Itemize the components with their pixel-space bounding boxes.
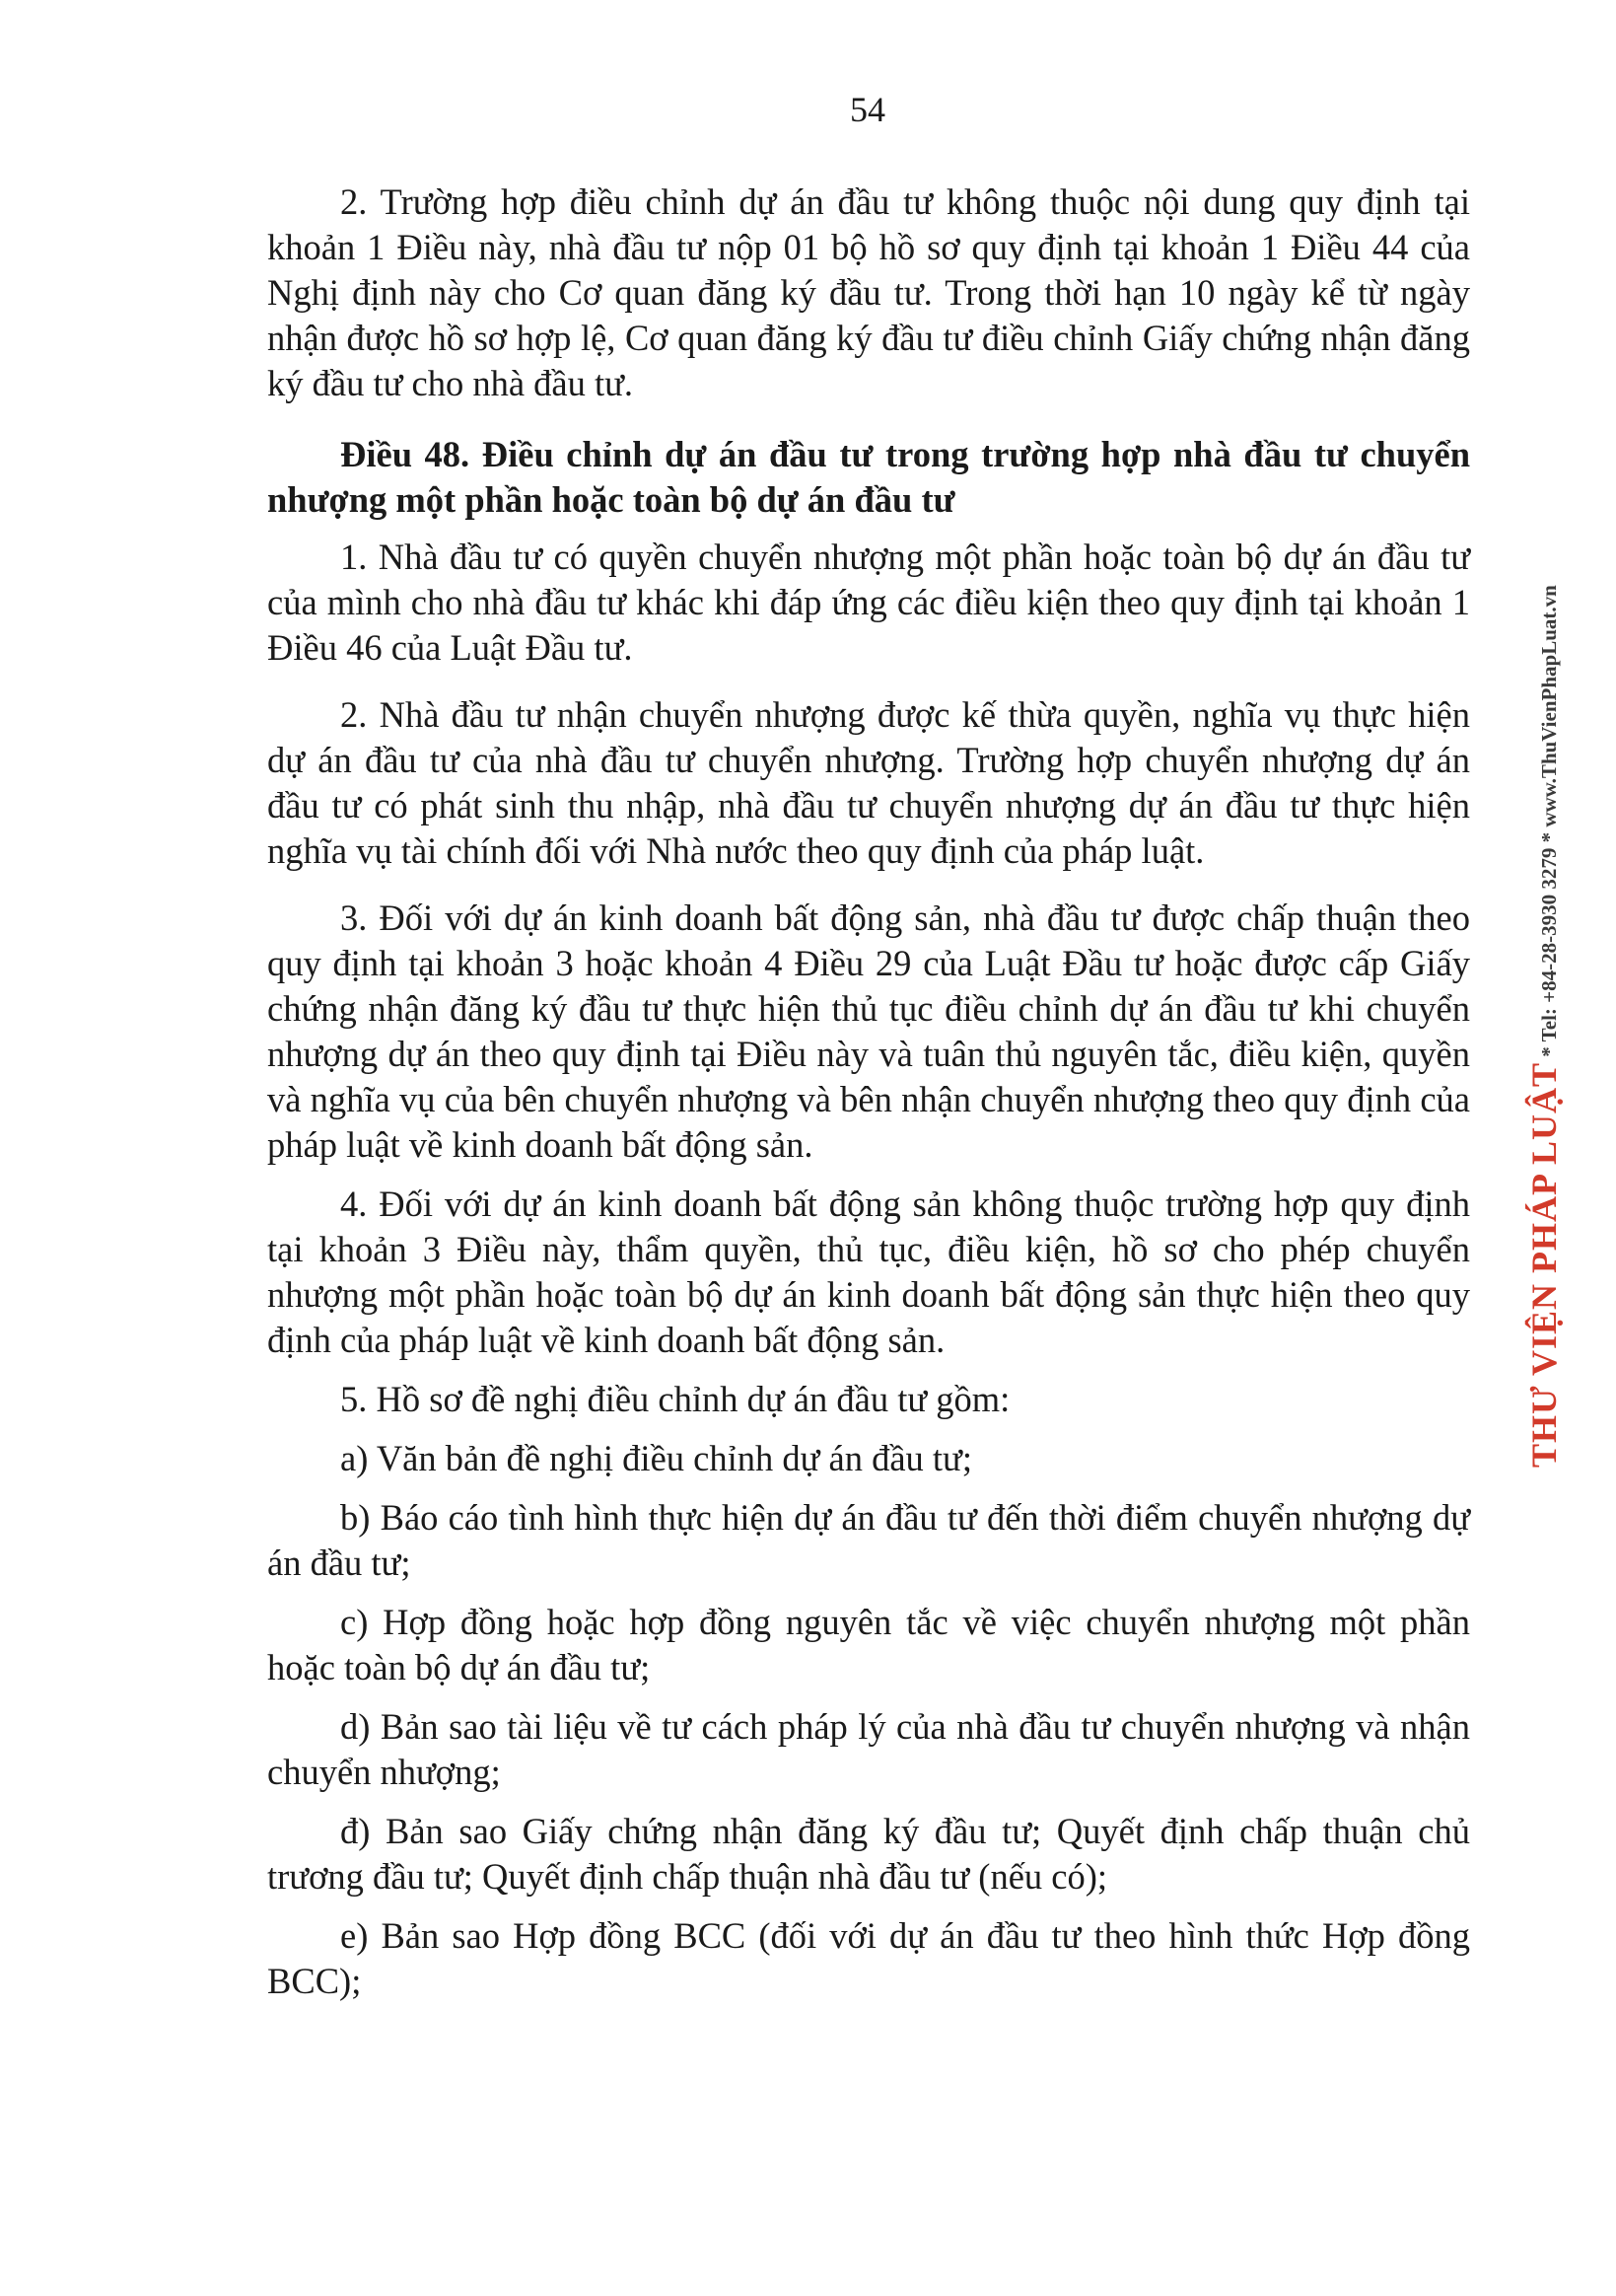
- article-48-heading: Điều 48. Điều chỉnh dự án đầu tư trong trường hợp nhà đầu tư chuyển nhượng một phần hoặc toàn bộ dự án đầu tư: [267, 434, 1470, 520]
- clause-3-real-estate-projects: 3. Đối với dự án kinh doanh bất động sản, nhà đầu tư được chấp thuận theo quy định tại khoản 3 hoặc khoản 4 Điều 29 của Luật Đầu tư hoặc được cấp Giấy chứng nhận đăng ký đầu tư thực hiện thủ tục điều chỉnh dự án đầu tư khi chuyển nhượng dự án theo quy định tại Điều này và tuân thủ nguyên tắc, điều kiện, quyền và nghĩa vụ của bên chuyển nhượng và bên nhận chuyển nhượng theo quy định của pháp luật về kinh doanh bất động sản.: [267, 897, 1470, 1165]
- clause-1-transfer-right: 1. Nhà đầu tư có quyền chuyển nhượng một phần hoặc toàn bộ dự án đầu tư của mình cho nhà đầu tư khác khi đáp ứng các điều kiện theo quy định tại khoản 1 Điều 46 của Luật Đầu tư.: [267, 537, 1470, 668]
- item-c: c) Hợp đồng hoặc hợp đồng nguyên tắc về việc chuyển nhượng một phần hoặc toàn bộ dự án đầu tư;: [267, 1602, 1470, 1687]
- document-body: [267, 179, 1470, 2004]
- watermark-contact: * Tel: +84-28-3930 3279 * www.ThuVienPhapLuat.vn: [1537, 585, 1561, 1062]
- paragraph-2-adjustment-other: 2. Trường hợp điều chỉnh dự án đầu tư không thuộc nội dung quy định tại khoản 1 Điều này, nhà đầu tư nộp 01 bộ hồ sơ quy định tại khoản 1 Điều 44 của Nghị định này cho Cơ quan đăng ký đầu tư. Trong thời hạn 10 ngày kể từ ngày nhận được hồ sơ hợp lệ, Cơ quan đăng ký đầu tư điều chỉnh Giấy chứng nhận đăng ký đầu tư cho nhà đầu tư.: [267, 181, 1470, 403]
- item-dd: đ) Bản sao Giấy chứng nhận đăng ký đầu tư; Quyết định chấp thuận chủ trương đầu tư; Quyết định chấp thuận nhà đầu tư (nếu có);: [267, 1811, 1470, 1897]
- clause-5-dossier-intro: 5. Hồ sơ đề nghị điều chỉnh dự án đầu tư gồm:: [340, 1379, 1011, 1419]
- item-e: e) Bản sao Hợp đồng BCC (đối với dự án đầu tư theo hình thức Hợp đồng BCC);: [267, 1915, 1470, 2001]
- item-a: a) Văn bản đề nghị điều chỉnh dự án đầu tư;: [340, 1438, 972, 1478]
- item-b: b) Báo cáo tình hình thực hiện dự án đầu tư đến thời điểm chuyển nhượng dự án đầu tư;: [267, 1497, 1470, 1583]
- item-d: d) Bản sao tài liệu về tư cách pháp lý của nhà đầu tư chuyển nhượng và nhận chuyển nhượng;: [267, 1706, 1470, 1792]
- watermark: [1526, 585, 1570, 1468]
- clause-4-other-real-estate: 4. Đối với dự án kinh doanh bất động sản không thuộc trường hợp quy định tại khoản 3 Điều này, thẩm quyền, thủ tục, điều kiện, hồ sơ cho phép chuyển nhượng một phần hoặc toàn bộ dự án kinh doanh bất động sản thực hiện theo quy định của pháp luật về kinh doanh bất động sản.: [267, 1184, 1470, 1360]
- watermark-name: THƯ VIỆN PHÁP LUẬT: [1524, 1061, 1564, 1468]
- page-number: 54: [850, 90, 885, 129]
- clause-2-transferee-rights: 2. Nhà đầu tư nhận chuyển nhượng được kế thừa quyền, nghĩa vụ thực hiện dự án đầu tư của nhà đầu tư chuyển nhượng. Trường hợp chuyển nhượng dự án đầu tư có phát sinh thu nhập, nhà đầu tư chuyển nhượng dự án đầu tư thực hiện nghĩa vụ tài chính đối với Nhà nước theo quy định của pháp luật.: [267, 694, 1470, 871]
